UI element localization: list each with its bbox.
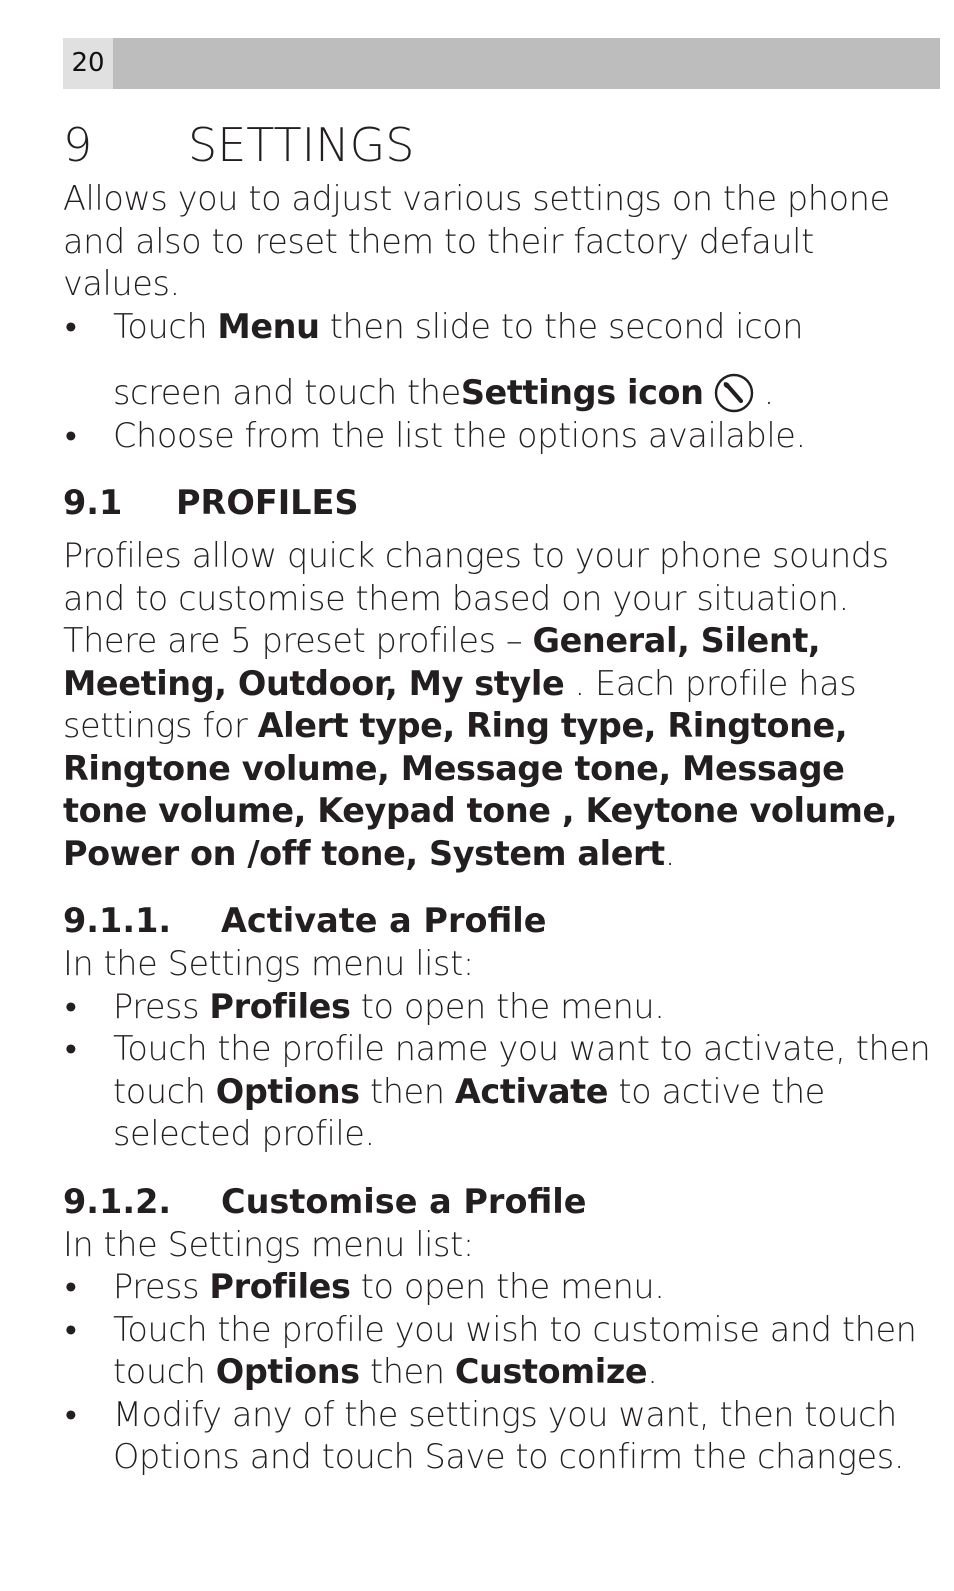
section-bullets bbox=[63, 306, 933, 458]
text: Press bbox=[113, 1267, 210, 1306]
profiles-number: 9.1 bbox=[63, 483, 123, 522]
options-term: Options bbox=[215, 1071, 360, 1111]
bullet-glyph: • bbox=[65, 986, 77, 1026]
settings-icon-term: Settings icon bbox=[460, 373, 704, 412]
customise-number: 9.1.2. bbox=[63, 1181, 172, 1221]
page-content bbox=[63, 112, 933, 1479]
bullet-glyph: • bbox=[65, 1309, 77, 1349]
activate-bullets bbox=[63, 986, 933, 1156]
text: Touch the profile name you want to activate, then touch bbox=[113, 1029, 931, 1111]
list-item bbox=[63, 1309, 933, 1394]
profile-settings-list: Alert type, Ring type, Ringtone, Ringtone volume, Message tone, Message tone volume, Keypad tone , Keytone volume, Power on /off tone, System alert bbox=[63, 706, 898, 873]
activate-heading bbox=[63, 899, 933, 943]
menu-term: Menu bbox=[217, 306, 320, 346]
text: . bbox=[664, 833, 675, 873]
text: Profiles allow quick changes to your phone sounds and to customise them based on your situation. There are 5 preset profiles – bbox=[63, 536, 889, 660]
profiles-term: Profiles bbox=[209, 1267, 351, 1306]
text: Touch the profile you wish to customise and then touch bbox=[113, 1309, 917, 1391]
wrench-icon bbox=[714, 373, 754, 413]
activate-number: 9.1.1. bbox=[63, 901, 172, 940]
list-item bbox=[63, 1266, 933, 1309]
bullet-glyph: • bbox=[65, 1394, 77, 1434]
text: then bbox=[359, 1352, 455, 1391]
customise-bullets bbox=[63, 1266, 933, 1479]
customise-heading bbox=[63, 1180, 933, 1224]
text: Press bbox=[113, 986, 210, 1026]
page-number: 20 bbox=[63, 38, 113, 89]
list-item bbox=[63, 1394, 933, 1479]
text: to open the menu. bbox=[350, 1267, 665, 1306]
preset-profiles: General, Silent, Meeting, Outdoor, My style bbox=[63, 621, 821, 703]
text: Touch bbox=[113, 306, 218, 346]
profiles-paragraph bbox=[63, 535, 933, 875]
profiles-term: Profiles bbox=[209, 986, 351, 1026]
bullet-glyph: • bbox=[65, 1029, 77, 1068]
customize-term: Customize bbox=[454, 1352, 648, 1391]
activate-term: Activate bbox=[454, 1071, 609, 1111]
settings-icon-line bbox=[113, 372, 933, 415]
section-heading bbox=[63, 112, 933, 178]
bullet-glyph: • bbox=[65, 306, 77, 346]
page-header-bar bbox=[63, 38, 940, 89]
profiles-title: PROFILES bbox=[176, 483, 359, 522]
list-item bbox=[63, 1028, 933, 1156]
text: to active the selected profile. bbox=[113, 1071, 825, 1153]
list-item bbox=[63, 415, 933, 458]
section-title: SETTINGS bbox=[188, 118, 415, 172]
bullet-glyph: • bbox=[65, 415, 77, 455]
text: then bbox=[359, 1071, 455, 1111]
profiles-heading bbox=[63, 481, 933, 525]
list-item bbox=[63, 986, 933, 1029]
options-term: Options bbox=[215, 1352, 360, 1391]
text: then slide to the second icon bbox=[319, 306, 804, 346]
text: . bbox=[647, 1352, 658, 1391]
text: . bbox=[763, 373, 774, 412]
activate-title: Activate a Profile bbox=[221, 901, 547, 940]
customise-intro: In the Settings menu list: bbox=[63, 1224, 474, 1264]
list-item bbox=[63, 306, 933, 415]
section-intro: Allows you to adjust various settings on the phone and also to reset them to their factory default values. bbox=[63, 179, 890, 303]
activate-intro: In the Settings menu list: bbox=[63, 944, 474, 983]
text: Modify any of the settings you want, then touch Options and touch Save to confirm the changes. bbox=[113, 1394, 905, 1476]
section-number: 9 bbox=[63, 118, 93, 172]
bullet-glyph: • bbox=[65, 1267, 77, 1306]
text: . Each profile has settings for bbox=[63, 663, 857, 745]
customise-title: Customise a Profile bbox=[221, 1181, 587, 1221]
text: screen and touch the bbox=[113, 373, 461, 412]
text: Choose from the list the options available. bbox=[113, 415, 806, 455]
text: to open the menu. bbox=[350, 986, 665, 1026]
